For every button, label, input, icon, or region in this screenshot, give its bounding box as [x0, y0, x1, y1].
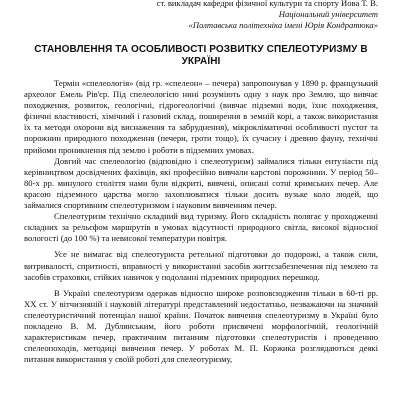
- university-line: Національний університет: [278, 9, 378, 19]
- article-title: СТАНОВЛЕННЯ ТА ОСОБЛИВОСТІ РОЗВИТКУ СПЕЛЕОТУРИЗМУ В УКРАЇНІ: [34, 44, 368, 67]
- university-name-line: «Полтавська політехніка імені Юрія Кондратюка»: [188, 20, 378, 30]
- paragraph-intro: Термін «спелеологія» (від гр. «спелеон» – печера) запропонував у 1890 р. французький археолог Емель Рів'єр. Під спелеологією нині розуміють одну з наук про Землю, що вивчає походження, розвиток, геологічні, гідрогеологічні (вивчає підземні води, їхнє походження, фізичні властивості, хімічний і газовий склад, поширення в земній корі, а також використання їх та методи охорони від виснаження та забруднення), мікрокліматичні особливості пустот та порожнин природного походження (печери, гроти тощо), їх сучасну і древню фауну, технічні прийоми проникнення під землю і роботи в підземних умовах.: [24, 78, 378, 155]
- paragraph-ukraine: В Україні спелеотуризм одержав відносно широке розповсюдження тільки в 60-ті рр. ХХ ст. У вітчизняній і науковій літературі представлений недостатньо, незважаючи на значний спелеотуристичний потенціал нашої країни. Початок вивчення спелеотуризму в Україні було покладено В. М. Дублянським, його роботи присвячені морфологічній, геологічній характеристикам печер, практичним питанням підготовки спелеотуристів і проведенню спелеопоходів, методиці вивчення печер. У роботах М. П. Коржика розглядаються деякі питання використання у своїй роботі для спелеотуризму,: [24, 287, 378, 365]
- author-affiliation-block: [24, 0, 378, 31]
- author-line: ст. викладач кафедри фізичної культури та спорту Йова Т. В.: [156, 0, 378, 8]
- paragraph-preparation: Усе не вимагає від спелеотуриста ретельної підготовки до подорожі, а також сили, витривалості, спритності, вправності у використанні засобів життєзабезпечення під землею та засобів страховки, стійких навичок у подоланні підземних природних перешкод.: [24, 249, 378, 282]
- paragraph-history: Довгий час спелеологію (відповідно і спелеотуризм) займалися тільки ентузіасти під керівництвом досвідчених фахівців, які професійно вивчали карстові порожнини. У період 50–80-х рр. минулого століття нами були відкриті, вивчені, описані сотні кримських печер. Але красою підземного царства могло захоплюватися тільки досить вузьке коло людей, що займалися спортивним спелеотуризмом і науковим вивченням печер.: [24, 155, 378, 211]
- paragraph-difficulty: Спелеотуризм технічно складний вид туризму. Його складність полягає у проходженні складних за рельєфом маршрутів в умовах відсутності природного світла, високої відносної вологості (до 100 %) та невисокої температури повітря.: [24, 211, 378, 244]
